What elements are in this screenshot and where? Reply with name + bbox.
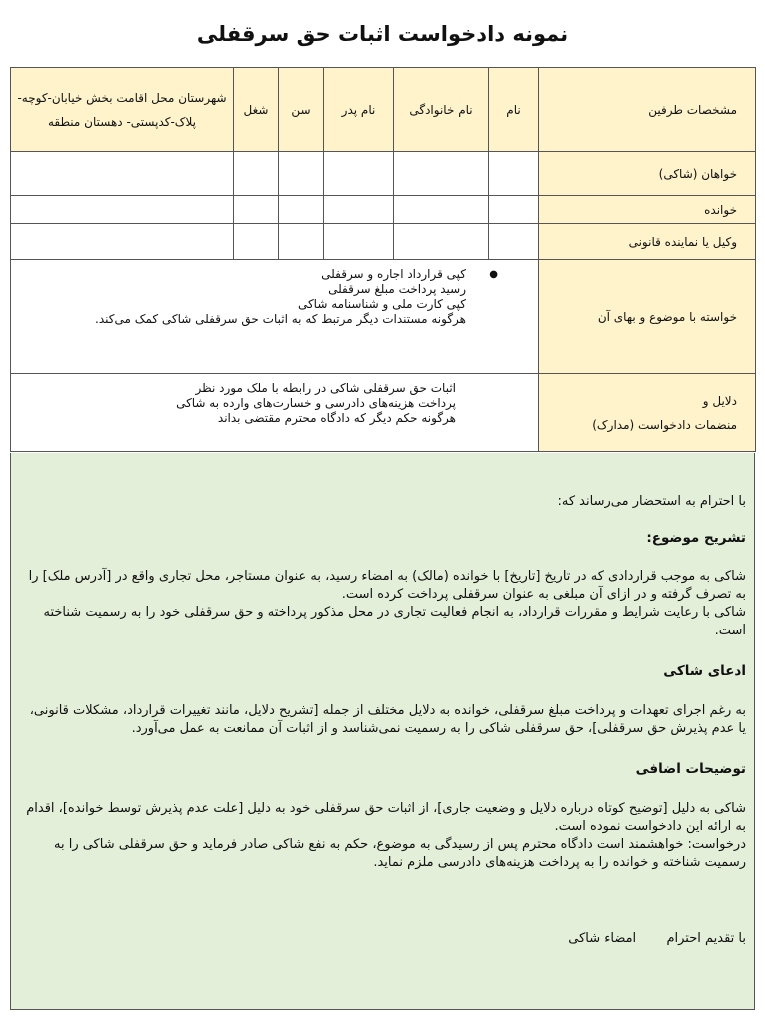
- lawyer-father-cell[interactable]: [324, 224, 394, 260]
- request-item-text: رسید پرداخت مبلغ سرقفلی: [328, 282, 466, 296]
- reasons-content: [11, 374, 539, 452]
- lawyer-age-cell[interactable]: [279, 224, 324, 260]
- closing-line: [23, 930, 746, 948]
- subject-paragraph: شاکی به موجب قراردادی که در تاریخ [تاریخ] با خوانده (مالک) به امضاء رسید، به عنوان مستاجر، محل تجاری واقع در [آدرس ملک] را به تصرف گرفته و در ازای آن مبلغی به عنوان سرقفلی پرداخت کرده است.: [28, 569, 746, 602]
- plaintiff-label: خواهان (شاکی): [539, 152, 756, 196]
- lawyer-job-cell[interactable]: [234, 224, 279, 260]
- request-item-text: کپی کارت ملی و شناسنامه شاکی: [297, 297, 466, 311]
- defendant-address-cell[interactable]: [11, 196, 234, 224]
- reasons-label-line: دلایل و: [702, 393, 737, 408]
- request-row: [11, 260, 756, 374]
- lawyer-address-cell[interactable]: [11, 224, 234, 260]
- header-family: نام خانوادگی: [394, 68, 489, 152]
- lawyer-label: وکیل یا نماینده قانونی: [539, 224, 756, 260]
- reasons-line: هرگونه حکم دیگر که دادگاه محترم مقتضی بداند: [217, 411, 456, 425]
- request-item: [17, 267, 498, 282]
- claim-heading: ادعای شاکی: [663, 663, 746, 679]
- header-parties: مشخصات طرفین: [539, 68, 756, 152]
- subject-paragraph: شاکی با رعایت شرایط و مقررات قرارداد، به انجام فعالیت تجاری در محل مذکور پرداخته و حق سرقفلی خود را به رسمیت شناخته است.: [43, 605, 746, 638]
- defendant-row: [11, 196, 756, 224]
- request-item-text: هرگونه مستندات دیگر مرتبط که به اثبات حق سرقفلی شاکی کمک می‌کند.: [95, 312, 466, 326]
- reasons-line: اثبات حق سرقفلی شاکی در رابطه با ملک مورد نظر: [195, 381, 456, 395]
- request-label: خواسته با موضوع و بهای آن: [539, 260, 756, 374]
- plaintiff-row: [11, 152, 756, 196]
- lawyer-family-cell[interactable]: [394, 224, 489, 260]
- request-item-text: کپی قرارداد اجاره و سرقفلی: [321, 267, 466, 281]
- defendant-label: خوانده: [539, 196, 756, 224]
- claim-paragraph: به رغم اجرای تعهدات و پرداخت مبلغ سرقفلی، خوانده به دلایل مختلف از جمله [تشریح دلایل، مانند تغییرات قرارداد، مشکلات قانونی، یا عدم پذیرش حق سرقفلی]، حق سرقفلی شاکی را به رسمیت نمی‌شناسد و از اثبات آن ممانعت به عمل می‌آورد.: [29, 703, 746, 736]
- defendant-name-cell[interactable]: [489, 196, 539, 224]
- plaintiff-age-cell[interactable]: [279, 152, 324, 196]
- extra-paragraph: شاکی به دلیل [توضیح کوتاه درباره دلایل و وضعیت جاری]، از اثبات حق سرقفلی خود به دلیل [علت عدم پذیرش توسط خوانده]، اقدام به ارائه این دادخواست نموده است.: [26, 801, 746, 834]
- request-content: [11, 260, 539, 374]
- header-job: شغل: [234, 68, 279, 152]
- request-list: [17, 267, 498, 327]
- plaintiff-family-cell[interactable]: [394, 152, 489, 196]
- extra-paragraph: درخواست: خواهشمند است دادگاه محترم پس از رسیدگی به موضوع، حکم به نفع شاکی صادر فرماید و حق سرقفلی شاکی را به رسمیت شناخته و خوانده را به پرداخت هزینه‌های دادرسی ملزم نماید.: [53, 837, 746, 870]
- reasons-label-line: منضمات دادخواست (مدارک): [592, 417, 737, 432]
- greeting: با احترام به استحضار می‌رساند که:: [557, 494, 746, 509]
- petition-table: [10, 67, 756, 452]
- header-address: شهرستان محل اقامت بخش خیابان-کوچه-پلاک-کدپستی- دهستان منطقه: [11, 68, 234, 152]
- page-title: نمونه دادخواست اثبات حق سرقفلی: [196, 22, 569, 46]
- defendant-job-cell[interactable]: [234, 196, 279, 224]
- request-item: [17, 282, 466, 297]
- subject-heading: تشریح موضوع:: [646, 530, 746, 546]
- lawyer-name-cell[interactable]: [489, 224, 539, 260]
- defendant-age-cell[interactable]: [279, 196, 324, 224]
- petition-body: [10, 453, 755, 1010]
- plaintiff-father-cell[interactable]: [324, 152, 394, 196]
- extra-heading: توضیحات اضافی: [635, 761, 746, 777]
- request-item: [17, 312, 466, 327]
- plaintiff-name-cell[interactable]: [489, 152, 539, 196]
- reasons-row: [11, 374, 756, 452]
- request-item: [17, 297, 466, 312]
- reasons-line: پرداخت هزینه‌های دادرسی و خسارت‌های وارده به شاکی: [176, 396, 456, 410]
- plaintiff-job-cell[interactable]: [234, 152, 279, 196]
- header-age: سن: [279, 68, 324, 152]
- header-father: نام پدر: [324, 68, 394, 152]
- bullet-icon: ●: [489, 269, 498, 280]
- lawyer-row: [11, 224, 756, 260]
- signature-label: امضاء شاکی: [568, 931, 637, 946]
- defendant-father-cell[interactable]: [324, 196, 394, 224]
- header-name: نام: [489, 68, 539, 152]
- defendant-family-cell[interactable]: [394, 196, 489, 224]
- plaintiff-address-cell[interactable]: [11, 152, 234, 196]
- reasons-label: [539, 374, 756, 452]
- closing-text: با تقدیم احترام: [666, 931, 746, 946]
- table-header-row: [11, 68, 756, 152]
